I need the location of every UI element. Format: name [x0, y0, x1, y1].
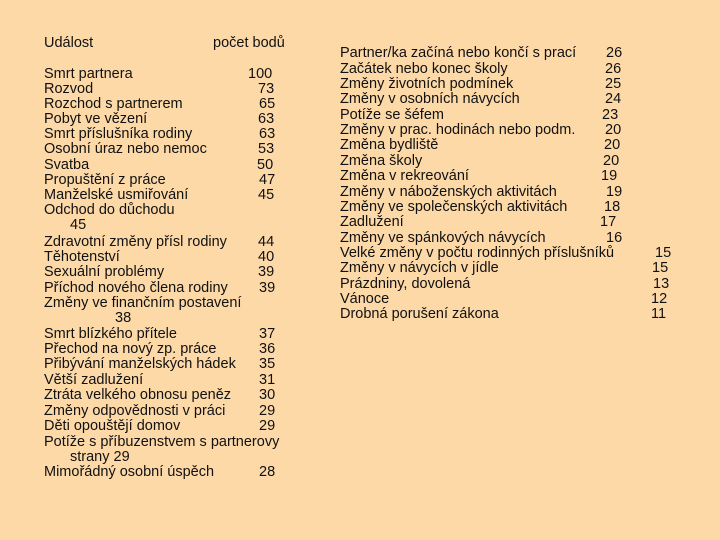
right-item-value: 23 [602, 107, 619, 123]
left-item-value: 45 [258, 187, 275, 203]
left-item-value: 38 [115, 310, 132, 326]
left-item-value: 100 [248, 66, 273, 82]
right-item-value: 20 [603, 153, 620, 169]
right-item-value: 19 [601, 168, 618, 184]
left-item-value: 47 [259, 172, 276, 188]
left-item-value: 31 [259, 372, 276, 388]
right-item-value: 26 [605, 61, 622, 77]
right-item-label: Velké změny v počtu rodinných příslušníků [340, 245, 615, 261]
right-item-value: 12 [651, 291, 668, 307]
right-item-label: Změny v osobních návycích [340, 91, 520, 107]
left-item-value: 40 [258, 249, 275, 265]
left-item-value: 65 [259, 96, 276, 112]
left-item-label: Potíže s příbuzenstvem s partnerovy [44, 434, 280, 450]
left-item-label: Zdravotní změny přísl rodiny [44, 234, 227, 250]
right-item-value: 18 [604, 199, 621, 215]
left-item-value: 39 [258, 264, 275, 280]
left-item-value: 36 [259, 341, 276, 357]
left-column [0, 0, 340, 540]
right-item-label: Začátek nebo konec školy [340, 61, 508, 77]
right-item-label: Partner/ka začíná nebo končí s prací [340, 45, 577, 61]
left-item-value: 28 [259, 464, 276, 480]
right-item-value: 15 [652, 260, 669, 276]
left-item-label: Svatba [44, 157, 90, 173]
right-item-label: Změny ve spánkových návycích [340, 230, 546, 246]
right-item-value: 19 [606, 184, 623, 200]
left-item-value: strany 29 [70, 449, 130, 465]
left-item-label: Propuštění z práce [44, 172, 166, 188]
left-item-label: Odchod do důchodu [44, 202, 175, 218]
right-item-label: Změna v rekreování [340, 168, 469, 184]
left-item-label: Rozchod s partnerem [44, 96, 183, 112]
left-item-label: Manželské usmiřování [44, 187, 189, 203]
right-item-value: 20 [605, 122, 622, 138]
left-item-label: Smrt partnera [44, 66, 133, 82]
header-event-label: Událost [44, 35, 94, 51]
right-item-value: 17 [600, 214, 617, 230]
left-item-value: 50 [257, 157, 274, 173]
header-points-label: počet bodů [213, 35, 285, 51]
left-item-label: Těhotenství [44, 249, 120, 265]
right-item-label: Změny životních podmínek [340, 76, 514, 92]
left-item-label: Přibývání manželských hádek [44, 356, 236, 372]
left-item-label: Sexuální problémy [44, 264, 165, 280]
right-item-value: 11 [651, 306, 667, 322]
left-item-label: Mimořádný osobní úspěch [44, 464, 215, 480]
right-item-value: 13 [653, 276, 670, 292]
left-item-value: 37 [259, 326, 276, 342]
left-item-value: 73 [258, 81, 275, 97]
right-item-value: 26 [606, 45, 623, 61]
right-item-label: Drobná porušení zákona [340, 306, 499, 322]
left-item-value: 53 [258, 141, 275, 157]
left-item-label: Větší zadlužení [44, 372, 144, 388]
right-item-value: 25 [605, 76, 622, 92]
right-item-value: 20 [604, 137, 621, 153]
right-item-label: Změny v náboženských aktivitách [340, 184, 557, 200]
right-column [340, 0, 720, 540]
right-item-label: Změny v návycích v jídle [340, 260, 499, 276]
left-item-value: 63 [258, 111, 275, 127]
right-item-label: Změna školy [340, 153, 423, 169]
left-item-value: 44 [258, 234, 275, 250]
right-item-value: 16 [606, 230, 623, 246]
right-item-value: 24 [605, 91, 622, 107]
left-item-label: Rozvod [44, 81, 94, 97]
left-item-label: Osobní úraz nebo nemoc [44, 141, 207, 157]
left-item-label: Děti opouštějí domov [44, 418, 181, 434]
left-item-label: Příchod nového člena rodiny [44, 280, 228, 296]
left-item-label: Změny ve finančním postavení [44, 295, 242, 311]
right-item-label: Změny ve společenských aktivitách [340, 199, 568, 215]
right-item-label: Prázdniny, dovolená [340, 276, 471, 292]
left-item-value: 35 [259, 356, 276, 372]
left-item-label: Smrt příslušníka rodiny [44, 126, 193, 142]
right-item-label: Vánoce [340, 291, 390, 307]
right-item-label: Změna bydliště [340, 137, 439, 153]
right-item-label: Potíže se šéfem [340, 107, 444, 123]
left-item-label: Ztráta velkého obnosu peněz [44, 387, 232, 403]
left-item-value: 45 [70, 217, 87, 233]
right-item-label: Zadlužení [340, 214, 404, 230]
left-item-value: 39 [259, 280, 276, 296]
left-item-value: 30 [259, 387, 276, 403]
left-item-value: 29 [259, 403, 276, 419]
left-item-label: Změny odpovědnosti v práci [44, 403, 226, 419]
left-item-value: 29 [259, 418, 276, 434]
right-item-value: 15 [655, 245, 672, 261]
right-item-label: Změny v prac. hodinách nebo podm. [340, 122, 576, 138]
left-item-label: Smrt blízkého přítele [44, 326, 177, 342]
left-item-label: Pobyt ve vězení [44, 111, 148, 127]
left-item-label: Přechod na nový zp. práce [44, 341, 217, 357]
left-item-value: 63 [259, 126, 276, 142]
